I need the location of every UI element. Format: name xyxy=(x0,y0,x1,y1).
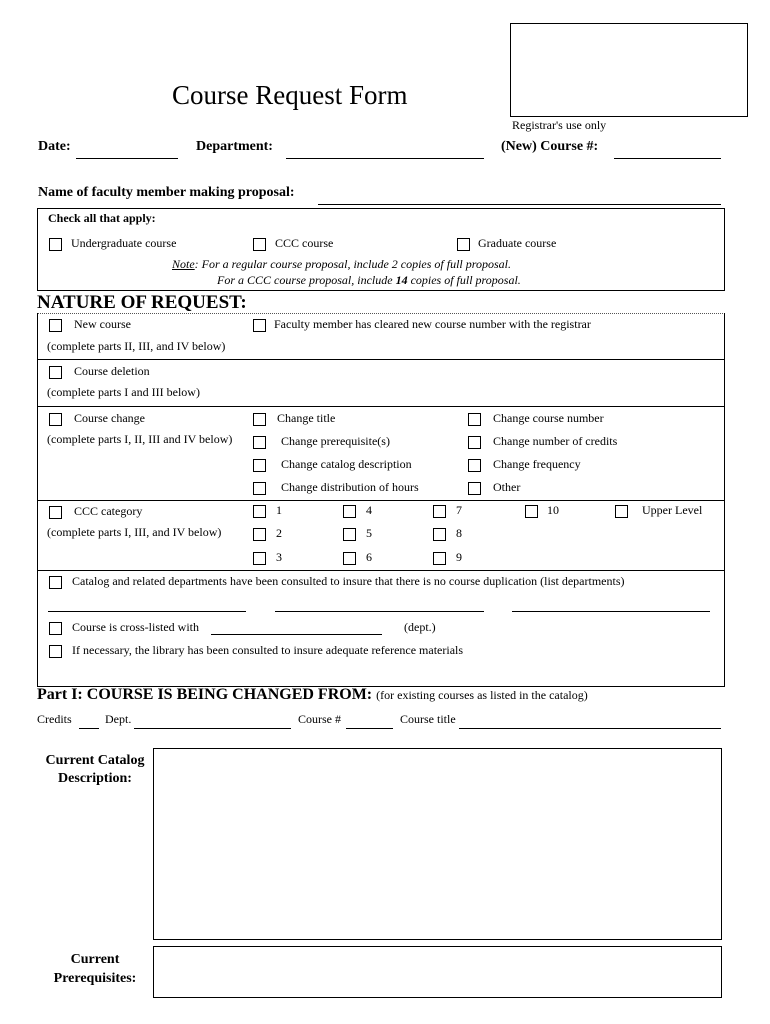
divider-2 xyxy=(37,406,725,407)
part1-subheading: (for existing courses as listed in the catalog) xyxy=(376,688,588,702)
course-title-field[interactable] xyxy=(459,728,721,729)
cross-listed-field[interactable] xyxy=(211,634,382,635)
new-course-checkbox[interactable] xyxy=(49,319,62,332)
course-num-field[interactable] xyxy=(346,728,393,729)
note2-a: For a CCC course proposal, include xyxy=(217,273,396,287)
registrar-label: Registrar's use only xyxy=(512,118,607,132)
ccc-cat-2-checkbox[interactable] xyxy=(253,528,266,541)
new-course-field[interactable] xyxy=(614,158,721,159)
dept-list-field-1[interactable] xyxy=(48,611,246,612)
check-box-top xyxy=(37,208,725,209)
note-line-1 xyxy=(172,257,511,272)
other-checkbox[interactable] xyxy=(468,482,481,495)
ccc-cat-8-checkbox[interactable] xyxy=(433,528,446,541)
page-title: Course Request Form xyxy=(172,80,408,110)
ccc-cat-7-checkbox[interactable] xyxy=(433,505,446,518)
course-title-label: Course title xyxy=(400,712,456,726)
dept-list-field-3[interactable] xyxy=(512,611,710,612)
change-frequency-checkbox[interactable] xyxy=(468,459,481,472)
change-number-label: Change course number xyxy=(493,411,604,425)
ccc-cat-1-checkbox[interactable] xyxy=(253,505,266,518)
divider-1 xyxy=(37,359,725,360)
ccc-cat-10-label: 10 xyxy=(547,503,559,517)
ccc-cat-7-label: 7 xyxy=(456,503,462,517)
faculty-label: Name of faculty member making proposal: xyxy=(38,185,295,200)
change-distribution-checkbox[interactable] xyxy=(253,482,266,495)
deletion-parts: (complete parts I and III below) xyxy=(47,385,200,399)
cross-listed-label: Course is cross-listed with xyxy=(72,620,199,634)
course-change-checkbox[interactable] xyxy=(49,413,62,426)
catalog-desc-label-1: Current Catalog xyxy=(45,753,145,768)
ccc-cat-6-label: 6 xyxy=(366,550,372,564)
change-catalog-checkbox[interactable] xyxy=(253,459,266,472)
department-label: Department: xyxy=(196,139,273,154)
upper-level-label: Upper Level xyxy=(642,503,703,517)
faculty-cleared-checkbox[interactable] xyxy=(253,319,266,332)
nature-heading: NATURE OF REQUEST: xyxy=(37,292,247,313)
change-credits-label: Change number of credits xyxy=(493,434,618,448)
ccc-cat-8-label: 8 xyxy=(456,526,462,540)
undergrad-checkbox[interactable] xyxy=(49,238,62,251)
ccc-course-label: CCC course xyxy=(275,236,334,250)
divider-3 xyxy=(37,500,725,501)
check-all-heading: Check all that apply: xyxy=(48,211,156,225)
divider-4 xyxy=(37,570,725,571)
other-label: Other xyxy=(493,480,521,494)
prereq-label-1: Current xyxy=(70,952,120,967)
ccc-cat-3-label: 3 xyxy=(276,550,282,564)
note-line-2 xyxy=(217,273,521,288)
course-change-label: Course change xyxy=(74,411,145,425)
check-box-bottom xyxy=(37,290,725,291)
graduate-label: Graduate course xyxy=(478,236,557,250)
change-prereq-label: Change prerequisite(s) xyxy=(281,434,390,448)
ccc-cat-5-label: 5 xyxy=(366,526,372,540)
ccc-cat-4-checkbox[interactable] xyxy=(343,505,356,518)
ccc-cat-1-label: 1 xyxy=(276,503,282,517)
ccc-cat-6-checkbox[interactable] xyxy=(343,552,356,565)
dept-list-field-2[interactable] xyxy=(275,611,484,612)
ccc-cat-5-checkbox[interactable] xyxy=(343,528,356,541)
date-label: Date: xyxy=(38,139,71,154)
change-prereq-checkbox[interactable] xyxy=(253,436,266,449)
prereq-label xyxy=(38,950,152,988)
department-field[interactable] xyxy=(286,158,484,159)
library-label: If necessary, the library has been consulted to insure adequate reference materials xyxy=(72,643,464,657)
undergrad-label: Undergraduate course xyxy=(71,236,177,250)
prereq-label-2: Prerequisites: xyxy=(53,971,137,986)
faculty-cleared-label: Faculty member has cleared new course number with the registrar xyxy=(274,317,591,331)
deletion-label: Course deletion xyxy=(74,364,150,378)
deletion-checkbox[interactable] xyxy=(49,366,62,379)
catalog-desc-label-2: Description: xyxy=(58,771,132,786)
ccc-category-parts: (complete parts I, III, and IV below) xyxy=(47,525,222,539)
ccc-cat-10-checkbox[interactable] xyxy=(525,505,538,518)
date-field[interactable] xyxy=(76,158,178,159)
dept-field[interactable] xyxy=(134,728,291,729)
course-change-parts: (complete parts I, II, III and IV below) xyxy=(47,432,233,446)
ccc-category-label: CCC category xyxy=(74,504,143,518)
ccc-category-checkbox[interactable] xyxy=(49,506,62,519)
library-checkbox[interactable] xyxy=(49,645,62,658)
prereq-textarea[interactable] xyxy=(153,946,722,998)
change-number-checkbox[interactable] xyxy=(468,413,481,426)
part1-heading: Part I: COURSE IS BEING CHANGED FROM: xyxy=(37,686,373,703)
ccc-cat-9-checkbox[interactable] xyxy=(433,552,446,565)
check-box-left xyxy=(37,208,38,290)
change-title-label: Change title xyxy=(277,411,336,425)
change-frequency-label: Change frequency xyxy=(493,457,581,471)
faculty-field[interactable] xyxy=(318,204,721,205)
ccc-cat-3-checkbox[interactable] xyxy=(253,552,266,565)
graduate-checkbox[interactable] xyxy=(457,238,470,251)
check-box-right xyxy=(724,208,725,290)
registrar-box xyxy=(510,23,748,117)
dept-label: Dept. xyxy=(105,712,132,726)
ccc-course-checkbox[interactable] xyxy=(253,238,266,251)
new-course-label: (New) Course #: xyxy=(501,139,599,154)
cross-listed-checkbox[interactable] xyxy=(49,622,62,635)
note2-b: copies of full proposal. xyxy=(407,273,521,287)
new-course-parts: (complete parts II, III, and IV below) xyxy=(47,339,226,353)
dept-paren-label: (dept.) xyxy=(404,620,436,634)
catalog-consulted-checkbox[interactable] xyxy=(49,576,62,589)
nature-top-line xyxy=(37,313,725,314)
upper-level-checkbox[interactable] xyxy=(615,505,628,518)
note2-num: 14 xyxy=(395,273,408,287)
ccc-cat-9-label: 9 xyxy=(456,550,462,564)
credits-field[interactable] xyxy=(79,728,99,729)
change-credits-checkbox[interactable] xyxy=(468,436,481,449)
ccc-cat-4-label: 4 xyxy=(366,503,372,517)
course-num-label: Course # xyxy=(298,712,341,726)
ccc-cat-2-label: 2 xyxy=(276,526,282,540)
note-word: Note xyxy=(172,257,195,271)
catalog-consulted-label: Catalog and related departments have been consulted to insure that there is no course duplication (list departments) xyxy=(72,574,625,588)
change-title-checkbox[interactable] xyxy=(253,413,266,426)
catalog-desc-textarea[interactable] xyxy=(153,748,722,940)
catalog-desc-label xyxy=(38,752,152,788)
change-catalog-label: Change catalog description xyxy=(281,457,412,471)
part1-heading-row xyxy=(37,686,588,704)
change-distribution-label: Change distribution of hours xyxy=(281,480,419,494)
credits-label: Credits xyxy=(37,712,72,726)
note-rest: : For a regular course proposal, include 2 copies of full proposal. xyxy=(194,257,511,271)
new-course-label-text: New course xyxy=(74,317,131,331)
